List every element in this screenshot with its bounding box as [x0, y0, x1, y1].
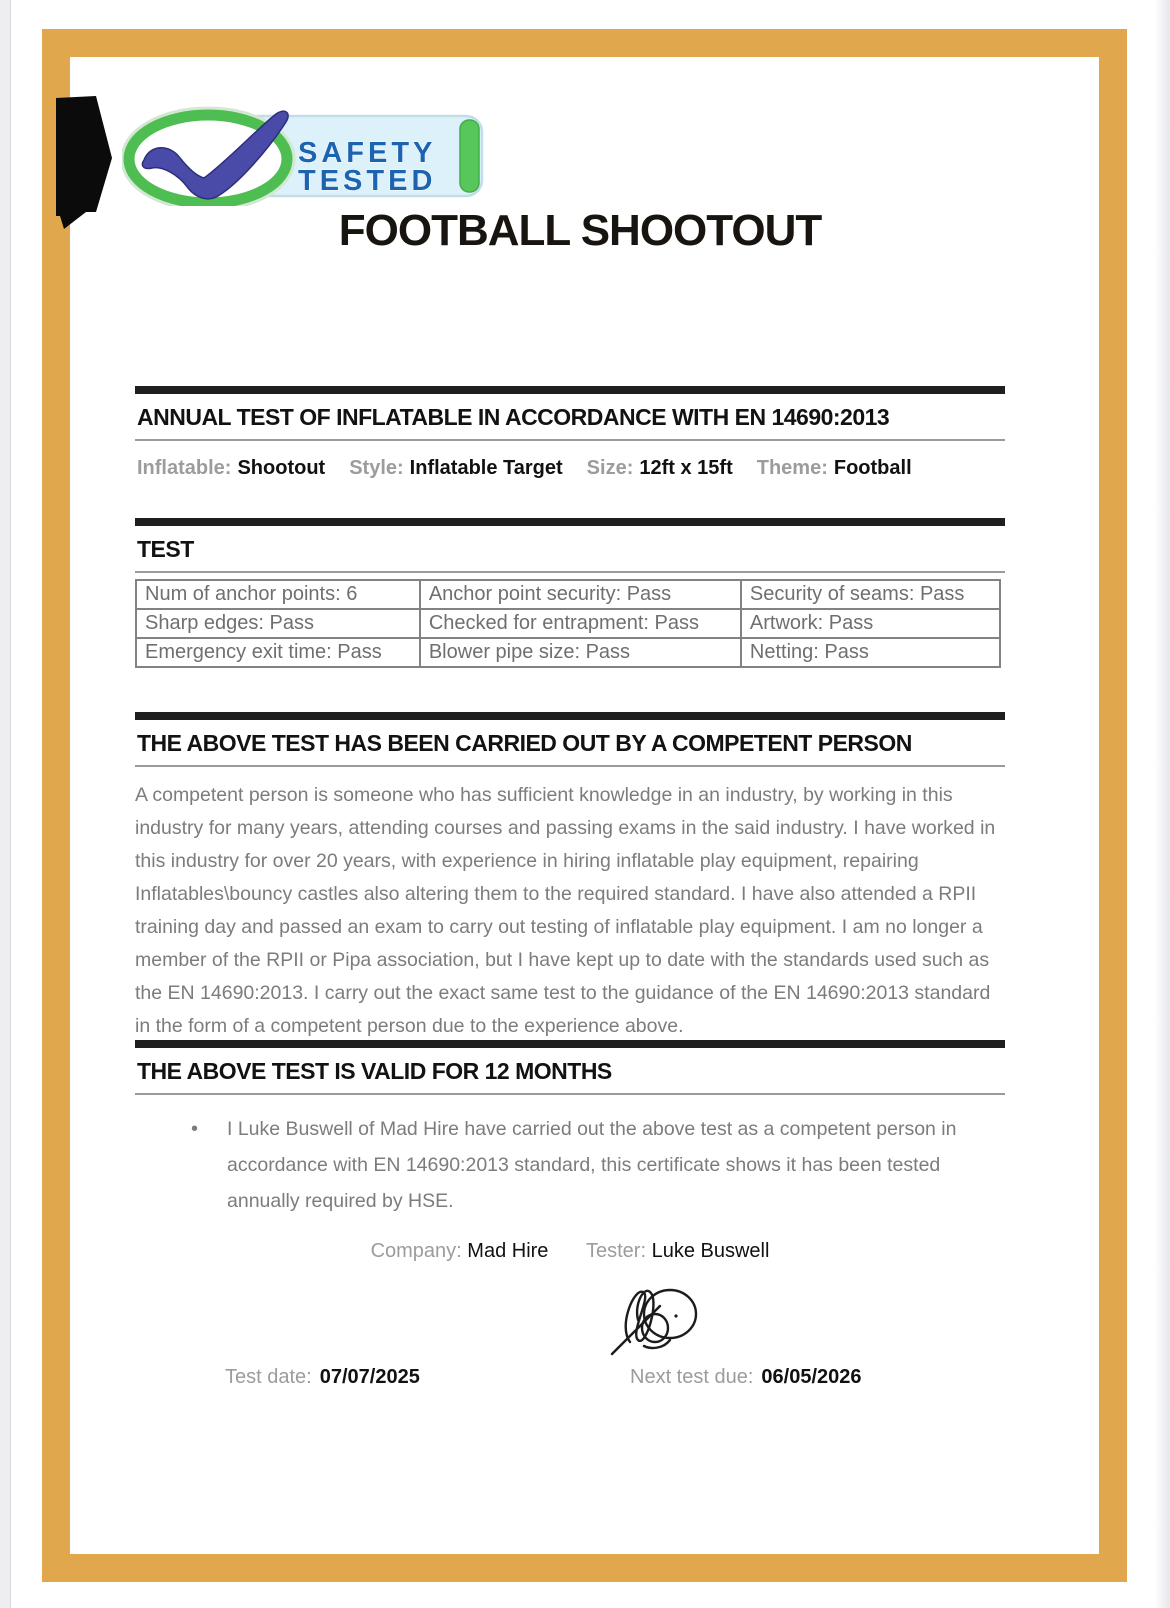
- company-pair: [371, 1240, 549, 1263]
- field-inflatable: [137, 457, 325, 480]
- annual-test-heading: ANNUAL TEST OF INFLATABLE IN ACCORDANCE WITH EN 14690:2013: [137, 404, 890, 430]
- field-label: Inflatable:: [137, 457, 232, 479]
- section-divider-bar: [135, 712, 1005, 720]
- table-cell: Sharp edges: Pass: [136, 609, 420, 638]
- field-style: [349, 457, 562, 480]
- tester-value: Luke Buswell: [651, 1240, 770, 1262]
- field-size: [587, 457, 733, 480]
- tester-signature: [608, 1276, 708, 1362]
- validity-section: [135, 1040, 1005, 1219]
- validity-bullet-text: I Luke Buswell of Mad Hire have carried out the above test as a competent person in accordance with EN 14690:2013 standard, this certificate shows it has been tested annually required by HSE.: [227, 1118, 957, 1212]
- field-label: Theme:: [756, 457, 828, 479]
- validity-heading: THE ABOVE TEST IS VALID FOR 12 MONTHS: [137, 1058, 612, 1084]
- field-value: Football: [833, 457, 912, 479]
- field-label: Size:: [586, 457, 634, 479]
- table-row: [136, 580, 1000, 609]
- table-cell: Num of anchor points: 6: [136, 580, 420, 609]
- test-section: [135, 518, 1005, 668]
- test-date-value: 07/07/2025: [319, 1366, 420, 1388]
- page-edge-left: [0, 0, 11, 1608]
- competent-person-paragraph: A competent person is someone who has sufficient knowledge in an industry, by working in this industry for many years, attending courses and passing exams in the said industry. I have worked in this industry for over 20 years, with experience in hiring inflatable play equipment, repairing Inflatables\bouncy castles also altering them to the required standard. I have also attended a RPII training day and passed an exam to carry out testing of inflatable play equipment. I am no longer a member of the RPII or Pipa association, but I have kept up to date with the standards used such as the EN 14690:2013. I carry out the exact same test to the guidance of the EN 14690:2013 standard in the form of a competent person due to the experience above.: [135, 784, 996, 1037]
- tester-pair: [586, 1240, 769, 1263]
- next-due-value: 06/05/2026: [761, 1366, 862, 1388]
- section-divider-thin: [135, 1093, 1005, 1095]
- section-divider-bar: [135, 1040, 1005, 1048]
- section-divider-thin: [135, 439, 1005, 441]
- section-divider-bar: [135, 386, 1005, 394]
- field-label: Style:: [349, 457, 404, 479]
- field-theme: [757, 457, 912, 480]
- field-value: Shootout: [237, 457, 326, 479]
- section-divider-thin: [135, 765, 1005, 767]
- table-cell: Netting: Pass: [741, 638, 1000, 667]
- field-value: 12ft x 15ft: [639, 457, 733, 479]
- competent-person-heading: THE ABOVE TEST HAS BEEN CARRIED OUT BY A COMPETENT PERSON: [137, 730, 912, 756]
- table-cell: Artwork: Pass: [741, 609, 1000, 638]
- scrollbar-track[interactable]: [1155, 0, 1170, 1608]
- next-due-pair: [630, 1366, 862, 1389]
- test-heading: TEST: [137, 536, 194, 562]
- inflatable-info-row: [137, 457, 1005, 480]
- annual-test-section: [135, 386, 1005, 480]
- table-cell: Emergency exit time: Pass: [136, 638, 420, 667]
- table-row: [136, 609, 1000, 638]
- section-divider-bar: [135, 518, 1005, 526]
- table-cell: Security of seams: Pass: [741, 580, 1000, 609]
- signoff-row: [135, 1240, 1005, 1263]
- next-due-label: Next test due:: [630, 1366, 754, 1388]
- bullet-icon: •: [191, 1118, 199, 1140]
- field-value: Inflatable Target: [409, 457, 563, 479]
- validity-bullet-item: [135, 1111, 1005, 1219]
- test-results-table: [135, 579, 1001, 668]
- page-title: FOOTBALL SHOOTOUT: [338, 206, 822, 255]
- test-date-pair: [225, 1366, 630, 1389]
- safety-tested-logo: [122, 104, 487, 206]
- table-cell: Blower pipe size: Pass: [420, 638, 741, 667]
- table-row: [136, 638, 1000, 667]
- logo-text-safety: SAFETY: [298, 137, 437, 169]
- logo-text-tested: TESTED: [298, 165, 437, 197]
- table-cell: Anchor point security: Pass: [420, 580, 741, 609]
- tester-label: Tester:: [585, 1240, 647, 1262]
- company-label: Company:: [370, 1240, 462, 1262]
- dates-row: [135, 1366, 1005, 1389]
- logo-green-bar: [460, 120, 479, 192]
- competent-person-section: [135, 712, 1005, 1043]
- section-divider-thin: [135, 571, 1005, 573]
- test-date-label: Test date:: [225, 1366, 312, 1388]
- table-cell: Checked for entrapment: Pass: [420, 609, 741, 638]
- company-value: Mad Hire: [467, 1240, 549, 1262]
